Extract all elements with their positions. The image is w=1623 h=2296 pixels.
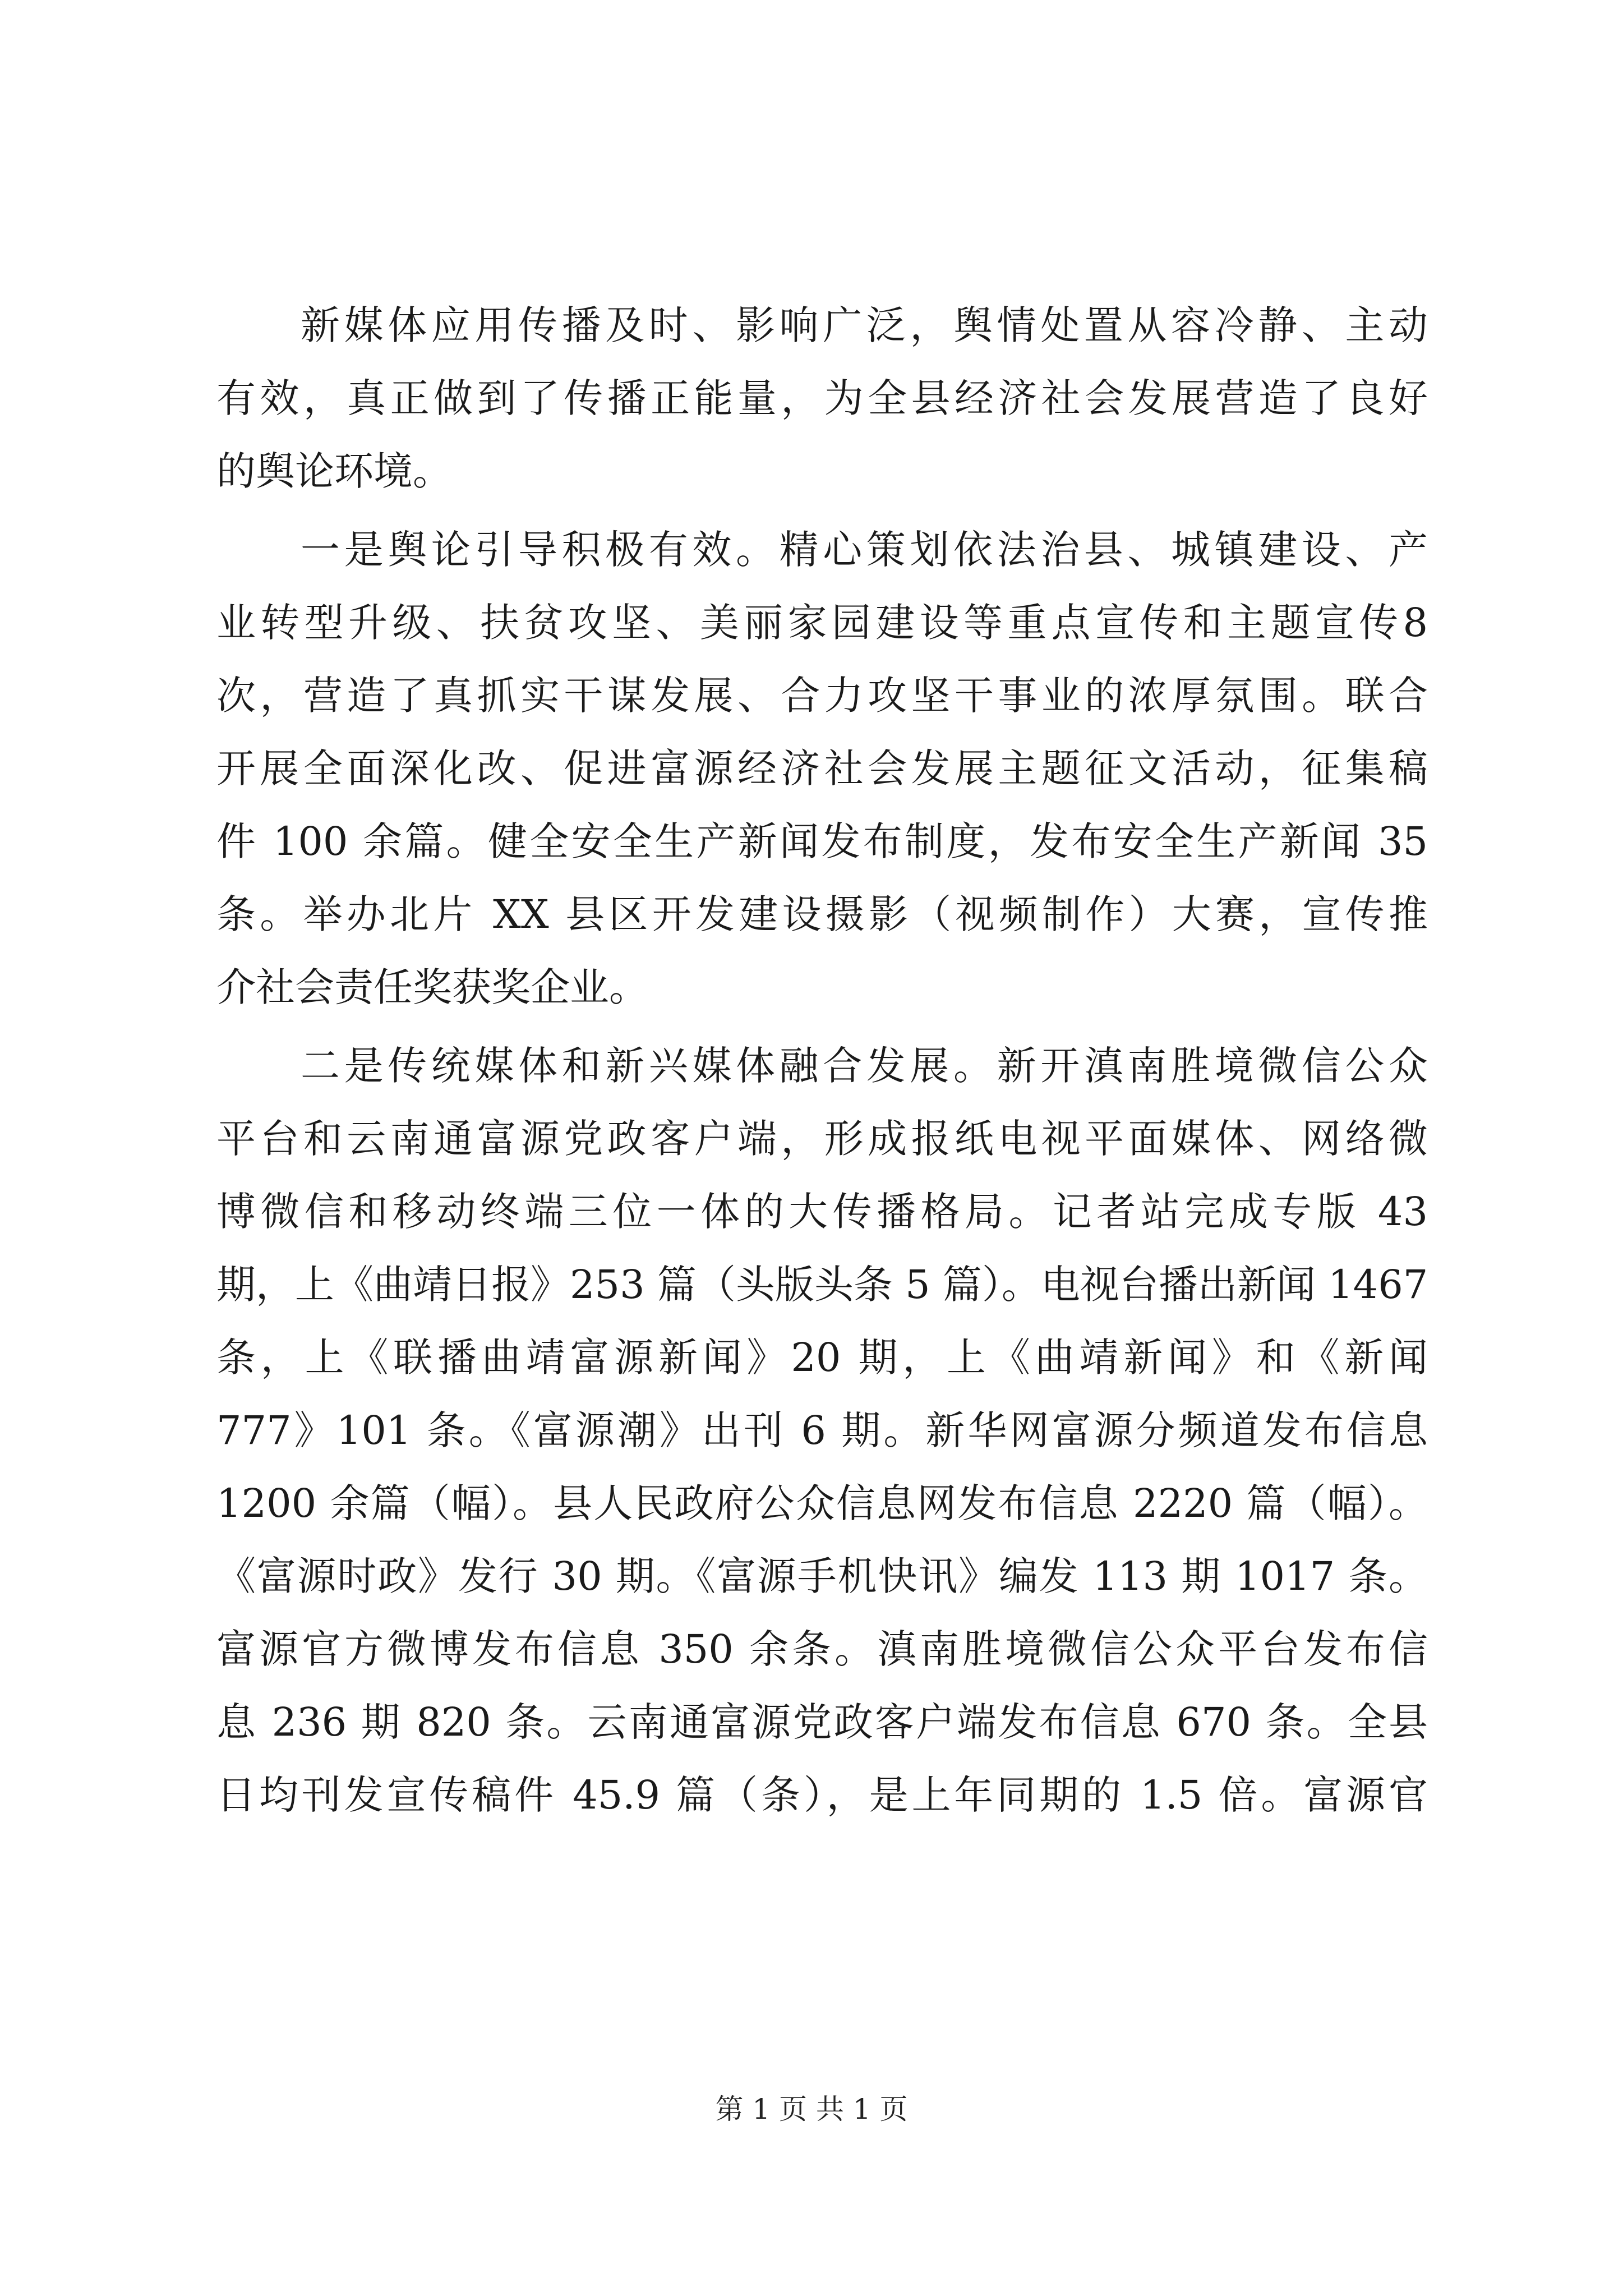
paragraph-3-line-9: 富源官方微博发布信息 350 余条。滇南胜境微信公众平台发布信	[216, 1626, 1428, 1672]
paragraph-2-line-7: 介社会责任奖获奖企业。	[216, 964, 648, 1010]
paragraph-3-line-11: 日均刊发宣传稿件 45.9 篇（条），是上年同期的 1.5 倍。富源官	[216, 1772, 1428, 1818]
paragraph-1-line-2: 有效，真正做到了传播正能量，为全县经济社会发展营造了良好	[216, 375, 1428, 421]
paragraph-2-line-1: 一是舆论引导积极有效。精心策划依法治县、城镇建设、产	[301, 527, 1428, 573]
paragraph-2-line-2: 业转型升级、扶贫攻坚、美丽家园建设等重点宣传和主题宣传8	[216, 600, 1428, 646]
paragraph-3-line-7: 1200 余篇（幅）。县人民政府公众信息网发布信息 2220 篇（幅）。	[216, 1480, 1428, 1526]
page-number-footer: 第 1 页 共 1 页	[715, 2093, 908, 2125]
paragraph-3-line-3: 博微信和移动终端三位一体的大传播格局。记者站完成专版 43	[216, 1189, 1428, 1235]
paragraph-2-line-3: 次，营造了真抓实干谋发展、合力攻坚干事业的浓厚氛围。联合	[216, 673, 1428, 719]
paragraph-2-line-4: 开展全面深化改、促进富源经济社会发展主题征文活动，征集稿	[216, 746, 1428, 792]
document-body	[216, 297, 1428, 2047]
paragraph-3-line-6: 777》101 条。《富源潮》出刊 6 期。新华网富源分频道发布信息	[216, 1407, 1428, 1453]
paragraph-2-line-5: 件 100 余篇。健全安全生产新闻发布制度，发布安全生产新闻 35	[216, 818, 1428, 864]
paragraph-3-line-4: 期，上《曲靖日报》253 篇（头版头条 5 篇）。电视台播出新闻 1467	[216, 1262, 1428, 1308]
paragraph-1-line-1: 新媒体应用传播及时、影响广泛，舆情处置从容冷静、主动	[301, 302, 1428, 348]
paragraph-3-line-5: 条，上《联播曲靖富源新闻》20 期，上《曲靖新闻》和《新闻	[216, 1335, 1428, 1381]
paragraph-3-line-10: 息 236 期 820 条。云南通富源党政客户端发布信息 670 条。全县	[216, 1699, 1428, 1745]
paragraph-3-line-8: 《富源时政》发行 30 期。《富源手机快讯》编发 113 期 1017 条。	[216, 1553, 1428, 1599]
paragraph-2-line-6: 条。举办北片 XX 县区开发建设摄影（视频制作）大赛，宣传推	[216, 891, 1428, 937]
paragraph-3-line-1: 二是传统媒体和新兴媒体融合发展。新开滇南胜境微信公众	[301, 1043, 1428, 1089]
paragraph-3-line-2: 平台和云南通富源党政客户端，形成报纸电视平面媒体、网络微	[216, 1116, 1428, 1162]
paragraph-1-line-3: 的舆论环境。	[216, 448, 452, 494]
